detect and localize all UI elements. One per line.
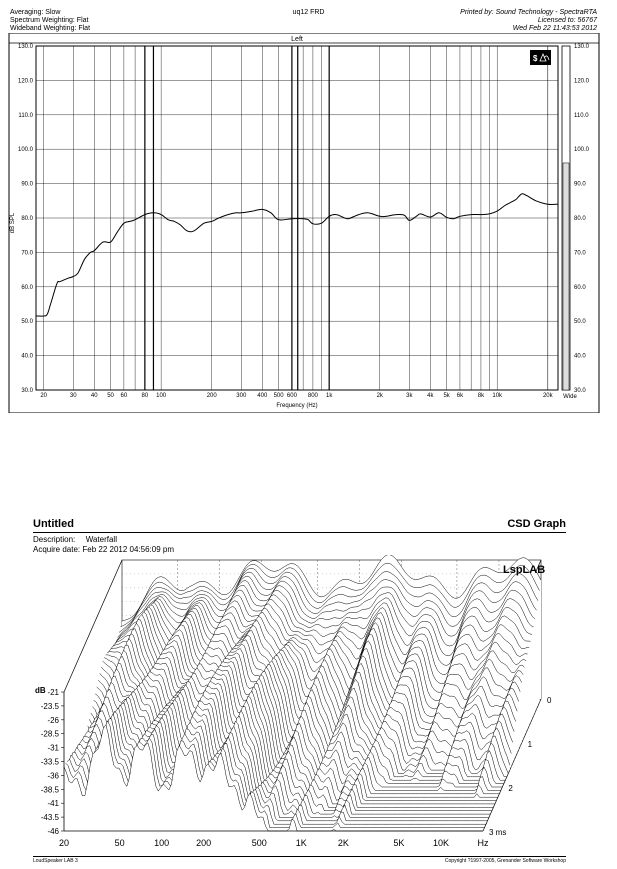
csd-time-tick-label: 1: [527, 740, 533, 749]
x-tick-label: 10k: [492, 393, 503, 399]
x-axis-label: Frequency (Hz): [276, 403, 318, 409]
csd-x-tick-label: 20: [58, 838, 70, 848]
description-row: [33, 535, 117, 545]
x-tick-label: 6k: [456, 393, 464, 399]
x-tick-label: 600: [286, 393, 297, 399]
csd-x-tick-label: 50: [114, 838, 125, 848]
csd-time-tick-label: 2: [508, 784, 513, 793]
csd-y-tick-label: -21: [47, 688, 59, 697]
description-label: Description:: [33, 535, 76, 544]
report-header-right: [460, 9, 597, 33]
y-tick-label-right: 130.0: [574, 44, 590, 50]
csd-y-tick-label: -31: [47, 743, 59, 753]
y-tick-label-right: 70.0: [574, 250, 586, 257]
csd-y-tick-label: -33.5: [40, 757, 59, 767]
waterfall-slices: [64, 555, 541, 831]
x-tick-label: 200: [206, 393, 217, 399]
acquire-label: Acquire date:: [33, 545, 81, 554]
csd-header-rule: [33, 532, 566, 533]
csd-y-tick-label: -46: [47, 827, 59, 836]
x-tick-label: 500: [273, 393, 284, 399]
y-tick-label-right: 100.0: [574, 147, 590, 154]
averaging-label: Averaging: Slow: [10, 9, 61, 16]
x-tick-label: 60: [120, 393, 128, 399]
x-tick-label: 20k: [542, 393, 553, 399]
report-date: Wed Feb 22 11:43:53 2012: [512, 25, 597, 32]
y-tick-label: 130.0: [17, 44, 33, 50]
csd-y-tick-label: -26: [47, 715, 59, 725]
csd-x-tick-label: 500: [251, 838, 267, 848]
csd-time-tick-label: 3 ms: [489, 828, 507, 837]
x-tick-label: 800: [307, 393, 318, 399]
y-tick-label: 80.0: [21, 216, 33, 222]
plot-grid: [36, 46, 558, 390]
csd-y-tick-label: -41: [47, 799, 59, 809]
y-tick-label: 70.0: [21, 250, 33, 257]
csd-x-tick-label: 1K: [295, 838, 307, 848]
y-tick-label-right: 90.0: [574, 181, 586, 188]
wideband-weighting-label: Wideband Weighting: Flat: [10, 25, 91, 32]
x-tick-label: 300: [236, 393, 247, 399]
meter-icon[interactable]: [530, 50, 551, 65]
y-tick-label-right: 80.0: [574, 216, 586, 222]
footer-left: LoudSpeaker LAB 3: [33, 858, 78, 864]
y-tick-label: 100.0: [17, 147, 33, 154]
y-tick-label: 120.0: [17, 78, 33, 85]
x-tick-labels: [40, 393, 553, 399]
csd-x-tick-label: Hz: [477, 838, 489, 848]
x-tick-label: 100: [156, 393, 167, 399]
acquire-value: Feb 22 2012 04:56:09 pm: [82, 545, 174, 554]
x-tick-label: 3k: [406, 393, 413, 399]
csd-x-tick-label: 10K: [432, 838, 449, 848]
y-tick-label-right: 60.0: [574, 284, 586, 291]
csd-y-tick-label: -28.5: [40, 729, 59, 739]
y-tick-label-right: 40.0: [574, 353, 586, 360]
x-tick-label: 4k: [427, 393, 434, 399]
x-tick-label: 30: [69, 393, 77, 399]
x-tick-label: 400: [257, 393, 268, 399]
csd-y-tick-label: -23.5: [40, 701, 59, 711]
x-tick-label: 80: [141, 393, 149, 399]
acquire-row: [33, 545, 174, 555]
wideband-level-bar: [563, 163, 569, 390]
csd-x-tick-label: 2K: [337, 838, 349, 848]
y-tick-label: 30.0: [21, 388, 33, 394]
y-tick-label-right: 120.0: [574, 78, 590, 85]
csd-x-tick-label: 200: [196, 838, 212, 848]
lsplab-watermark: LspLAB: [503, 564, 546, 576]
description-value: Waterfall: [85, 535, 117, 544]
csd-time-tick-label: 0: [547, 696, 552, 705]
spectrum-weighting-label: Spectrum Weighting: Flat: [10, 17, 89, 24]
csd-graph-name: CSD Graph: [507, 518, 566, 530]
wide-label: Wide: [563, 394, 577, 400]
y-tick-label-right: 110.0: [574, 112, 589, 119]
chart-title: Left: [291, 36, 303, 43]
csd-footer-rule: [33, 856, 566, 857]
x-tick-label: 5k: [443, 393, 450, 399]
licensed-to-label: Licensed to: 56767: [537, 17, 597, 24]
x-tick-label: 8k: [477, 393, 485, 399]
x-tick-label: 40: [90, 393, 98, 399]
y-tick-label: 90.0: [21, 181, 33, 188]
svg-text:$: $: [533, 54, 538, 63]
csd-waterfall-chart: [0, 555, 617, 860]
csd-y-axis-label: dB: [35, 686, 46, 695]
x-tick-label: 50: [107, 393, 114, 399]
printed-by-label: Printed by: Sound Technology - SpectraRTA: [460, 9, 597, 16]
csd-y-tick-label: -43.5: [40, 813, 59, 823]
x-tick-label: 1k: [326, 393, 333, 399]
csd-y-tick-label: -36: [47, 771, 59, 781]
y-tick-label-right: 30.0: [574, 388, 586, 394]
y-tick-label-right: 50.0: [574, 319, 586, 326]
csd-x-tick-label: 5K: [393, 838, 405, 848]
csd-x-tick-label: 100: [154, 838, 170, 848]
y-axis-label: dB SPL: [10, 212, 16, 234]
x-tick-label: 20: [40, 393, 48, 399]
y-tick-label: 60.0: [21, 284, 33, 291]
y-tick-label: 40.0: [21, 353, 33, 360]
csd-y-tick-label: -38.5: [40, 785, 59, 795]
spl-chart: [0, 33, 617, 413]
y-tick-label: 110.0: [18, 112, 33, 119]
csd-doc-title: Untitled: [33, 518, 74, 530]
frequency-response-line: [36, 194, 558, 316]
footer-right: Copyright ?1997-2005, Grenander Software Workshop: [444, 858, 566, 864]
file-name: uq12 FRD: [292, 9, 325, 16]
x-tick-label: 2k: [376, 393, 383, 399]
report-border: [9, 33, 599, 413]
y-tick-label: 50.0: [21, 319, 33, 326]
